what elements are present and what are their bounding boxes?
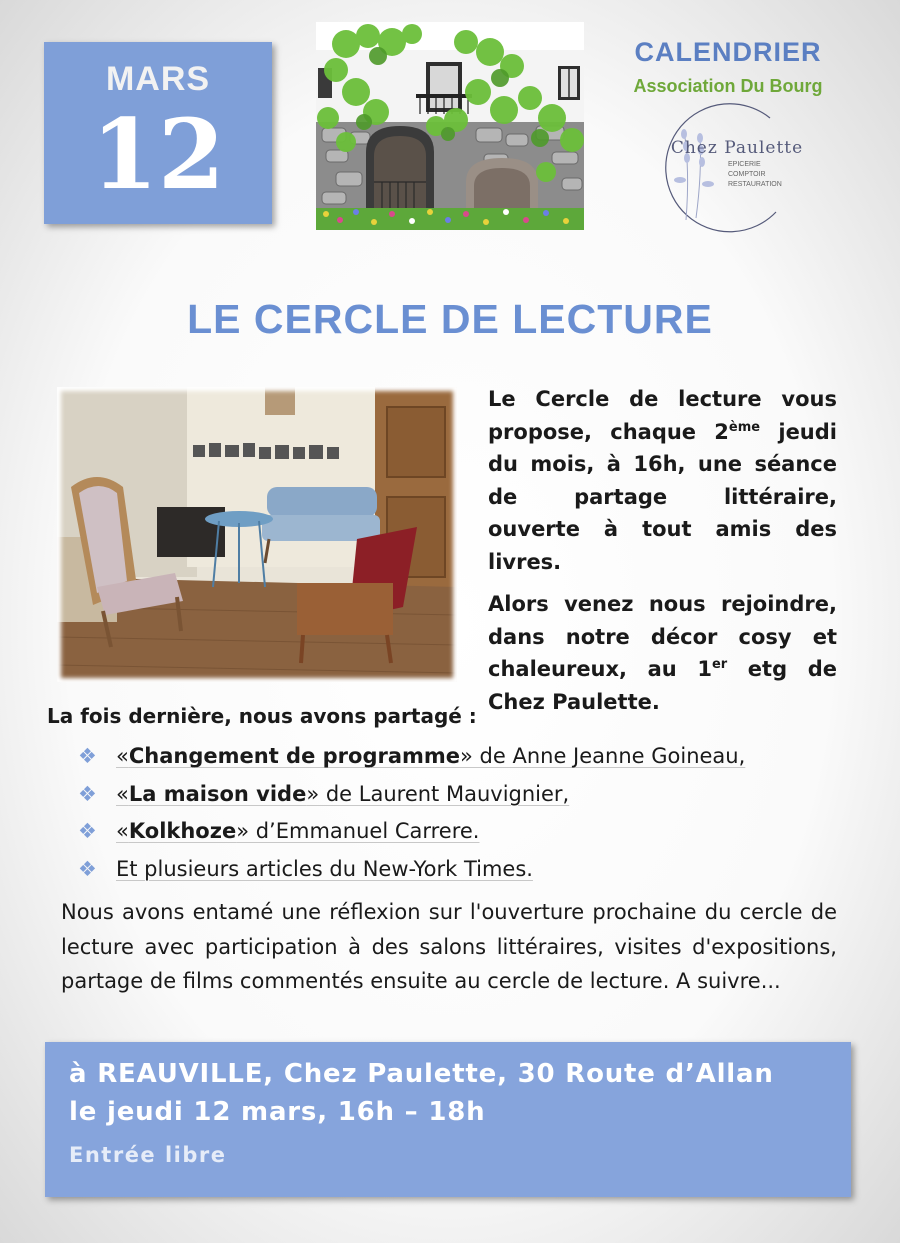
logo-line-comptoir: COMPTOIR [728,171,766,178]
list-item [78,738,745,776]
book-title: Changement de programme [128,744,461,768]
reading-room-photo [57,387,457,682]
intro-paragraph-2 [488,588,837,718]
logo-name: Chez Paulette [670,138,804,158]
event-location: à REAUVILLE, Chez Paulette, 30 Route d’Allan [69,1059,774,1089]
book-title: La maison vide [128,781,307,806]
event-datetime: le jeudi 12 mars, 16h – 18h [69,1097,486,1127]
event-info-box [45,1042,851,1197]
date-month: MARS [105,60,211,98]
intro-p2-b: etg de Chez Paulette. [488,657,837,714]
list-item [78,813,745,851]
diamond-bullet-icon: ❖ [78,781,97,806]
logo-line-epicerie: EPICERIE [728,161,761,168]
intro-paragraph-1 [488,383,837,578]
date-day: 12 [91,98,225,211]
chez-paulette-logo [650,100,810,236]
book-author: » de Laurent Mauvignier, [306,781,570,806]
book-open-quote: « [116,744,129,768]
list-item [78,851,745,889]
house-illustration [316,22,584,230]
book-title: Kolkhoze [128,819,237,843]
book-author: Et plusieurs articles du New-York Times. [116,856,533,881]
date-box [44,42,272,224]
intro-p1-b: jeudi du mois, à 16h, une séance de partage littéraire, ouverte à tout amis des livres. [488,419,837,574]
book-list [78,738,745,888]
page-title: LE CERCLE DE LECTURE [187,296,713,342]
intro-p1-a: Le Cercle de lecture vous propose, chaque 2 [488,387,837,444]
book-author: » d’Emmanuel Carrere. [236,819,480,843]
intro-p2-a: Alors venez nous rejoindre, dans notre décor cosy et chaleureux, au 1 [488,592,837,681]
book-author: » de Anne Jeanne Goineau, [460,744,746,768]
association-name: Association Du Bourg [633,76,823,96]
book-open-quote: « [116,781,129,806]
list-item [78,776,745,814]
event-entry: Entrée libre [69,1143,227,1167]
calendar-title: CALENDRIER [634,37,822,67]
intro-text [488,383,837,728]
intro-p2-sup: er [711,657,728,672]
reflexion-paragraph: Nous avons entamé une réflexion sur l'ouverture prochaine du cercle de lecture avec participation à des salons littéraires, visites d'expositions, partage de films commentés ensuite au cercle de lecture. A suivre... [61,900,837,993]
intro-p1-sup: ème [728,419,761,435]
logo-line-restauration: RESTAURATION [728,181,782,188]
book-open-quote: « [116,819,129,843]
diamond-bullet-icon: ❖ [78,856,97,881]
diamond-bullet-icon: ❖ [78,744,97,768]
diamond-bullet-icon: ❖ [78,819,97,843]
last-time-heading: La fois dernière, nous avons partagé : [47,704,477,728]
